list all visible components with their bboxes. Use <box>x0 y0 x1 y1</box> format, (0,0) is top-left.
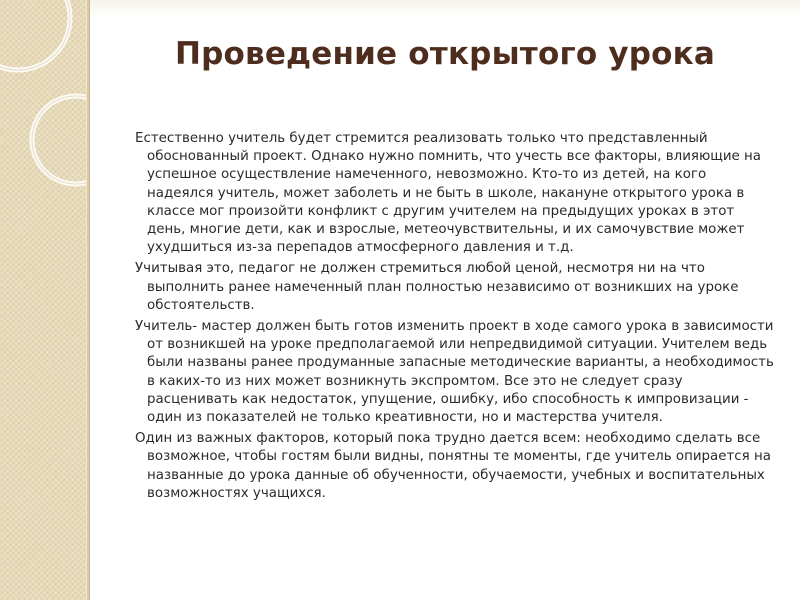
top-strip <box>90 0 800 18</box>
side-divider <box>86 0 90 600</box>
decorative-side-panel <box>0 0 86 600</box>
slide-title: Проведение открытого урока <box>174 36 716 72</box>
decorative-circles-icon <box>0 0 86 600</box>
paragraph: Учитывая это, педагог не должен стремиться любой ценой, несмотря ни на что выполнить ранее намеченный план полностью независимо от возникших на уроке обстоятельств. <box>135 261 739 313</box>
paragraph: Один из важных факторов, который пока трудно дается всем: необходимо сделать все возможное, чтобы гостям были видны, понятны те моменты, где учитель опирается на названные до урока данные об обученности, обучаемости, учебных и воспитательных возможностях учащихся. <box>135 431 771 501</box>
paragraph: Учитель- мастер должен быть готов изменить проект в ходе самого урока в зависимости от возникшей на уроке предполагаемой или непредвидимой ситуации. Учителем ведь были названы ранее продуманные запасные методические варианты, а необходимость в каких-то из них может возникнуть экспромтом. Все это не следует сразу расценивать как недостаток, упущение, ошибку, ибо способность к импровизации - один из показателей не только креативности, но и мастерства учителя. <box>135 319 774 426</box>
paragraph: Естественно учитель будет стремится реализовать только что представленный обоснованный проект. Однако нужно помнить, что учесть все факторы, влияющие на успешное осуществление намеченного, невозможно. Кто-то из детей, на кого надеялся учитель, может заболеть и не быть в школе, накануне открытого урока в классе мог произойти конфликт с другим учителем на предыдущих уроках в этот день, многие дети, как и взрослые, метеочувствительны, и их самочувствие может ухудшиться из-за перепадов атмосферного давления и т.д. <box>135 131 762 256</box>
slide-body <box>135 130 775 506</box>
